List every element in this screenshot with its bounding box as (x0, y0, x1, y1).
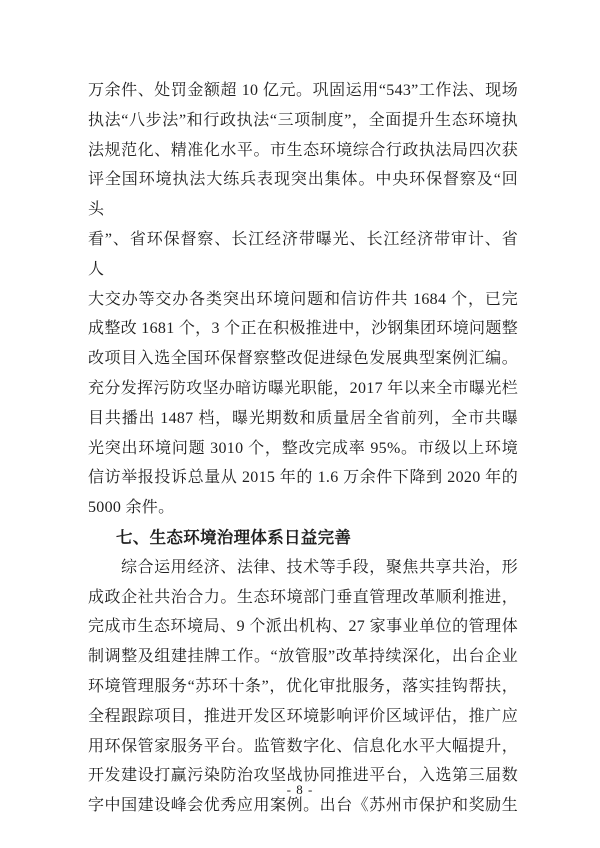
body-line: 看”、省环保督察、长江经济带曝光、长江经济带审计、省人 (88, 230, 518, 278)
body-line: 信访举报投诉总量从 2015 年的 1.6 万余件下降到 2020 年的 (88, 469, 518, 487)
body-line: 成整改 1681 个，3 个正在积极推进中，沙钢集团环境问题整 (88, 320, 518, 338)
body-line: 评全国环境执法大练兵表现突出集体。中央环保督察及“回头 (88, 171, 518, 219)
body-line: 执法“八步法”和行政执法“三项制度”，全面提升生态环境执 (88, 111, 518, 129)
body-line: 综合运用经济、法律、技术等手段，聚焦共享共治，形 (121, 558, 518, 576)
body-line: 成政企社共治合力。生态环境部门垂直管理改革顺利推进， (88, 588, 518, 606)
body-line: 字中国建设峰会优秀应用案例。出台《苏州市保护和奖励生 (88, 797, 518, 815)
body-line: 5000 余件。 (88, 499, 175, 517)
body-line: 开发建设打赢污染防治攻坚战协同推进平台，入选第三届数 (88, 767, 518, 785)
body-line: 法规范化、精准化水平。市生态环境综合行政执法局四次获 (88, 141, 518, 159)
text-block (88, 76, 518, 821)
body-line: 环境管理服务“苏环十条”，优化审批服务，落实挂钩帮扶， (88, 677, 518, 695)
body-line: 大交办等交办各类突出环境问题和信访件共 1684 个，已完 (88, 290, 518, 308)
page-number: - 8 - (286, 782, 314, 797)
section-heading: 七、生态环境治理体系日益完善 (116, 527, 352, 547)
body-line: 充分发挥污防攻坚办暗访曝光职能，2017 年以来全市曝光栏 (88, 379, 518, 397)
body-line: 改项目入选全国环保督察整改促进绿色发展典型案例汇编。 (88, 350, 518, 368)
body-line: 制调整及组建挂牌工作。“放管服”改革持续深化，出台企业 (88, 648, 518, 666)
body-line: 用环保管家服务平台。监管数字化、信息化水平大幅提升， (88, 737, 518, 755)
body-line: 光突出环境问题 3010 个，整改完成率 95%。市级以上环境 (88, 439, 518, 457)
body-line: 完成市生态环境局、9 个派出机构、27 家事业单位的管理体 (88, 618, 518, 636)
body-line: 目共播出 1487 档，曝光期数和质量居全省前列，全市共曝 (88, 409, 518, 427)
body-line: 全程跟踪项目，推进开发区环境影响评价区域评估，推广应 (88, 707, 518, 725)
body-line: 万余件、处罚金额超 10 亿元。巩固运用“543”工作法、现场 (88, 82, 518, 99)
